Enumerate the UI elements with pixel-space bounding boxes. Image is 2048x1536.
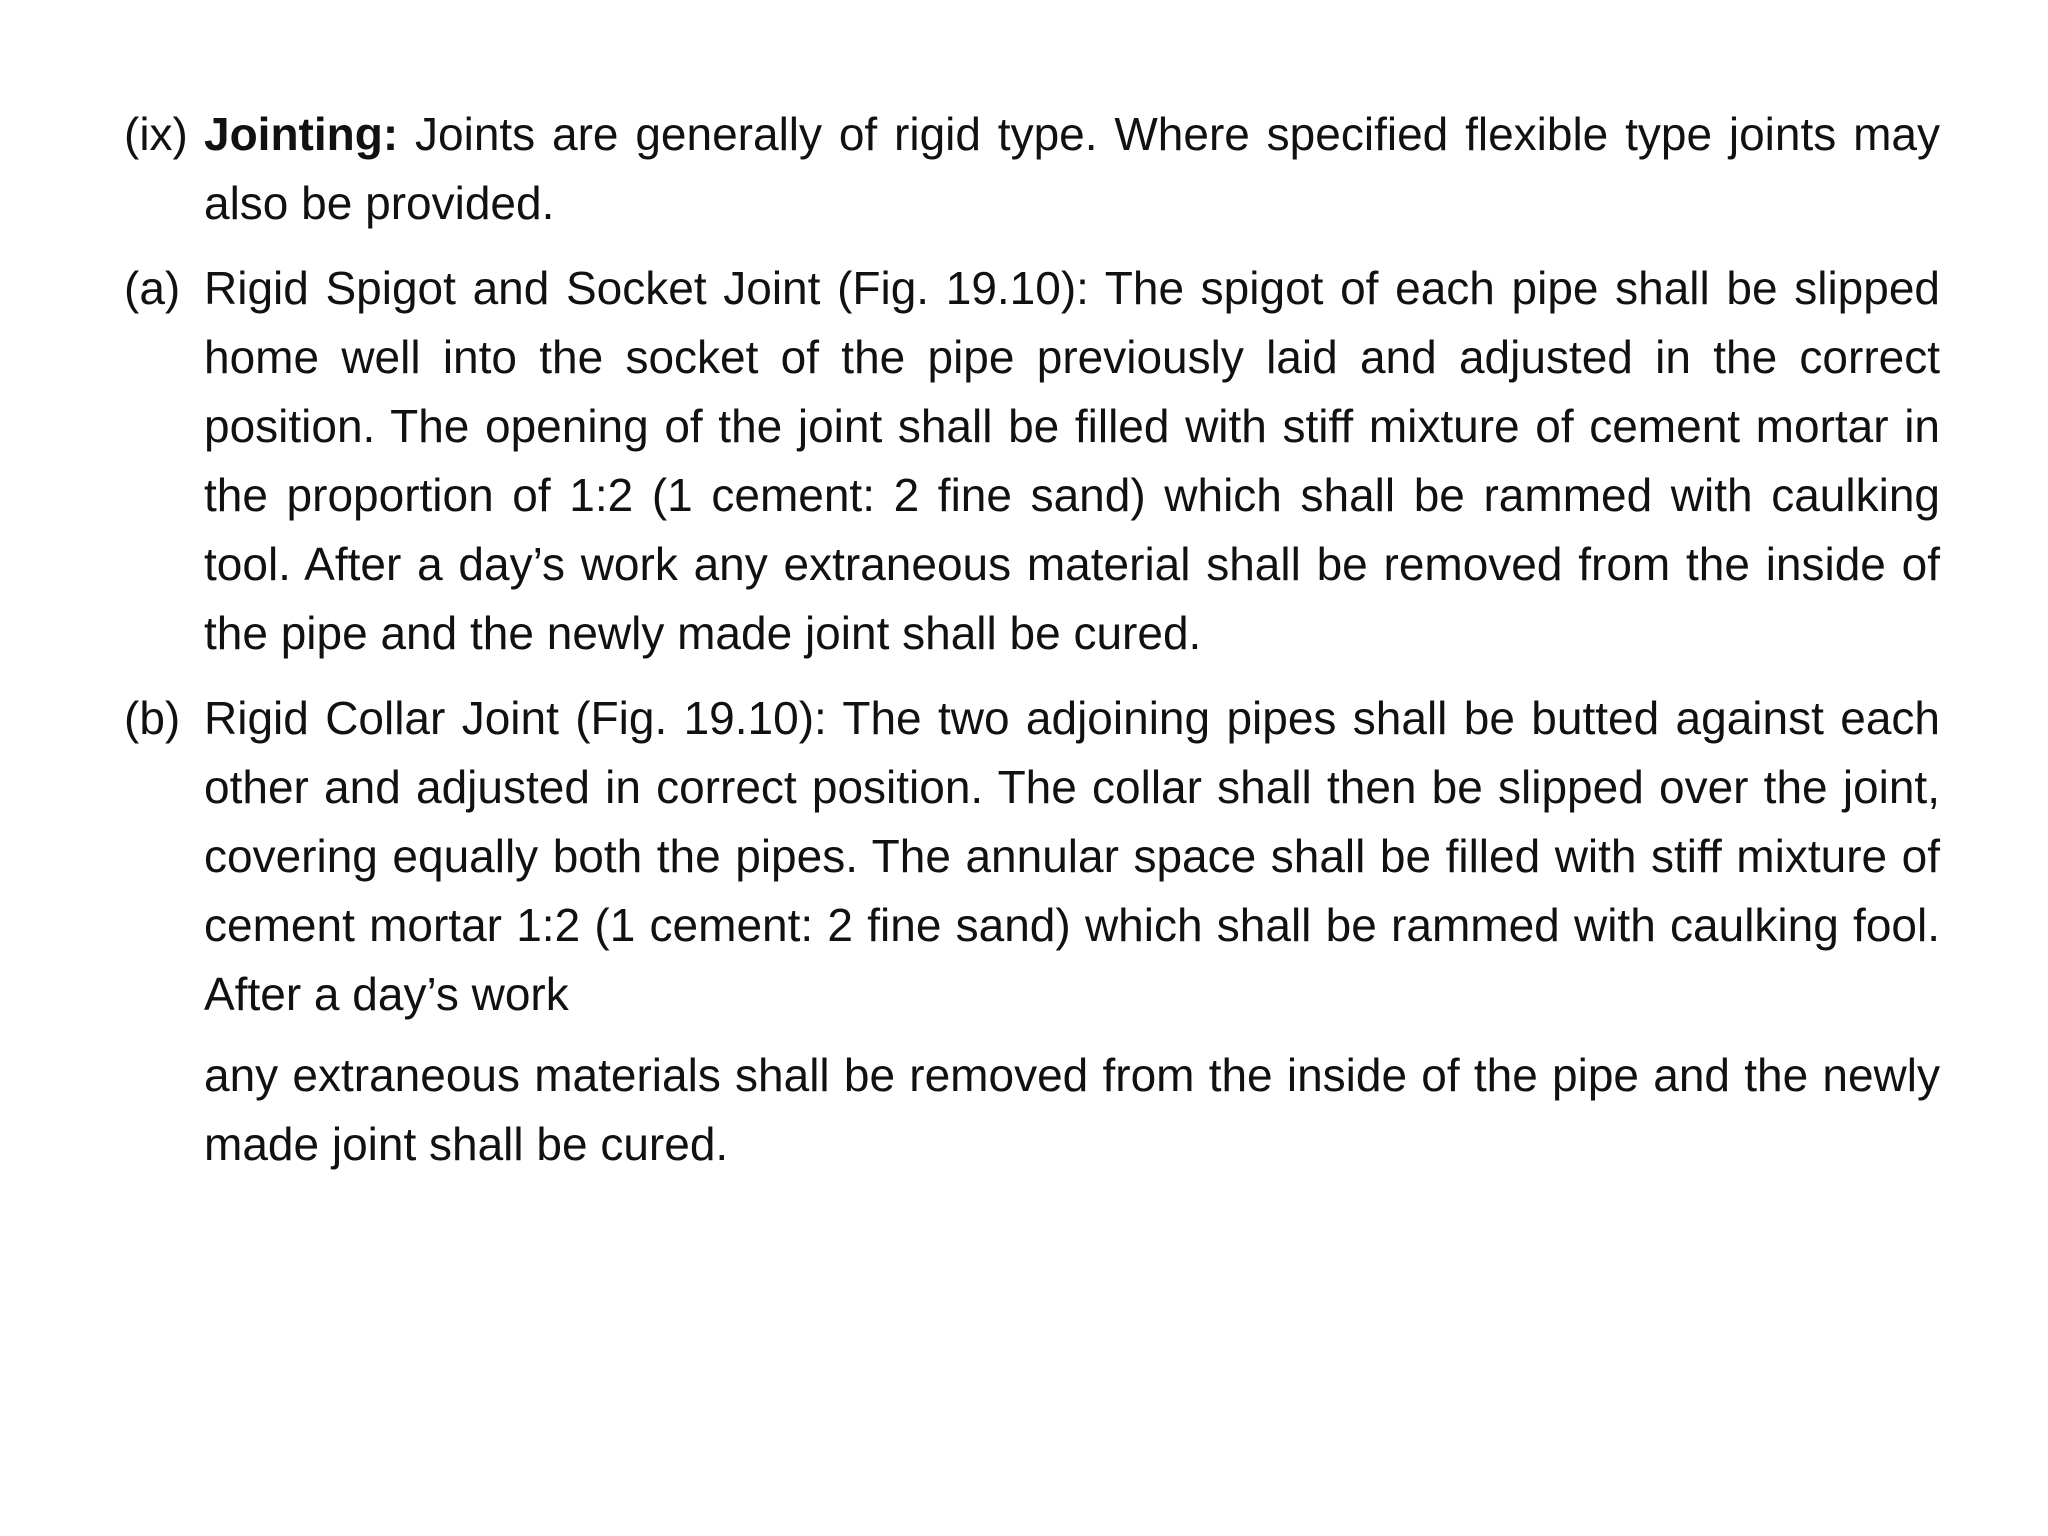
item-marker: (ix) — [124, 108, 188, 160]
item-marker: (b) — [124, 692, 181, 744]
item-text: Rigid Spigot and Socket Joint (Fig. 19.10): The spigot of each pipe shall be slipped home well into the socket of the pipe previously laid and adjusted in the correct position. The opening of the joint shall be filled with stiff mixture of cement mortar in the proportion of 1:2 (1 cement: 2 fine sand) which shall be rammed with caulking tool. After a day’s work any extraneous material shall be removed from the inside of the pipe and the newly made joint shall be cured. — [204, 262, 1940, 659]
paragraph-jointing — [124, 100, 1940, 238]
document-page — [124, 100, 1940, 1179]
paragraph-collar-joint-continuation — [124, 1041, 1940, 1179]
item-text: Rigid Collar Joint (Fig. 19.10): The two adjoining pipes shall be butted against each other and adjusted in correct position. The collar shall then be slipped over the joint, covering equally both the pipes. The annular space shall be filled with stiff mixture of cement mortar 1:2 (1 cement: 2 fine sand) which shall be rammed with caulking fool. After a day’s work — [204, 692, 1940, 1020]
item-heading: Jointing: — [204, 108, 399, 160]
paragraph-spigot-socket-joint — [124, 254, 1940, 668]
item-marker: (a) — [124, 262, 181, 314]
paragraph-collar-joint — [124, 684, 1940, 1029]
item-text: any extraneous materials shall be removed from the inside of the pipe and the newly made joint shall be cured. — [204, 1049, 1940, 1170]
item-text: Joints are generally of rigid type. Where specified flexible type joints may also be provided. — [204, 108, 1940, 229]
